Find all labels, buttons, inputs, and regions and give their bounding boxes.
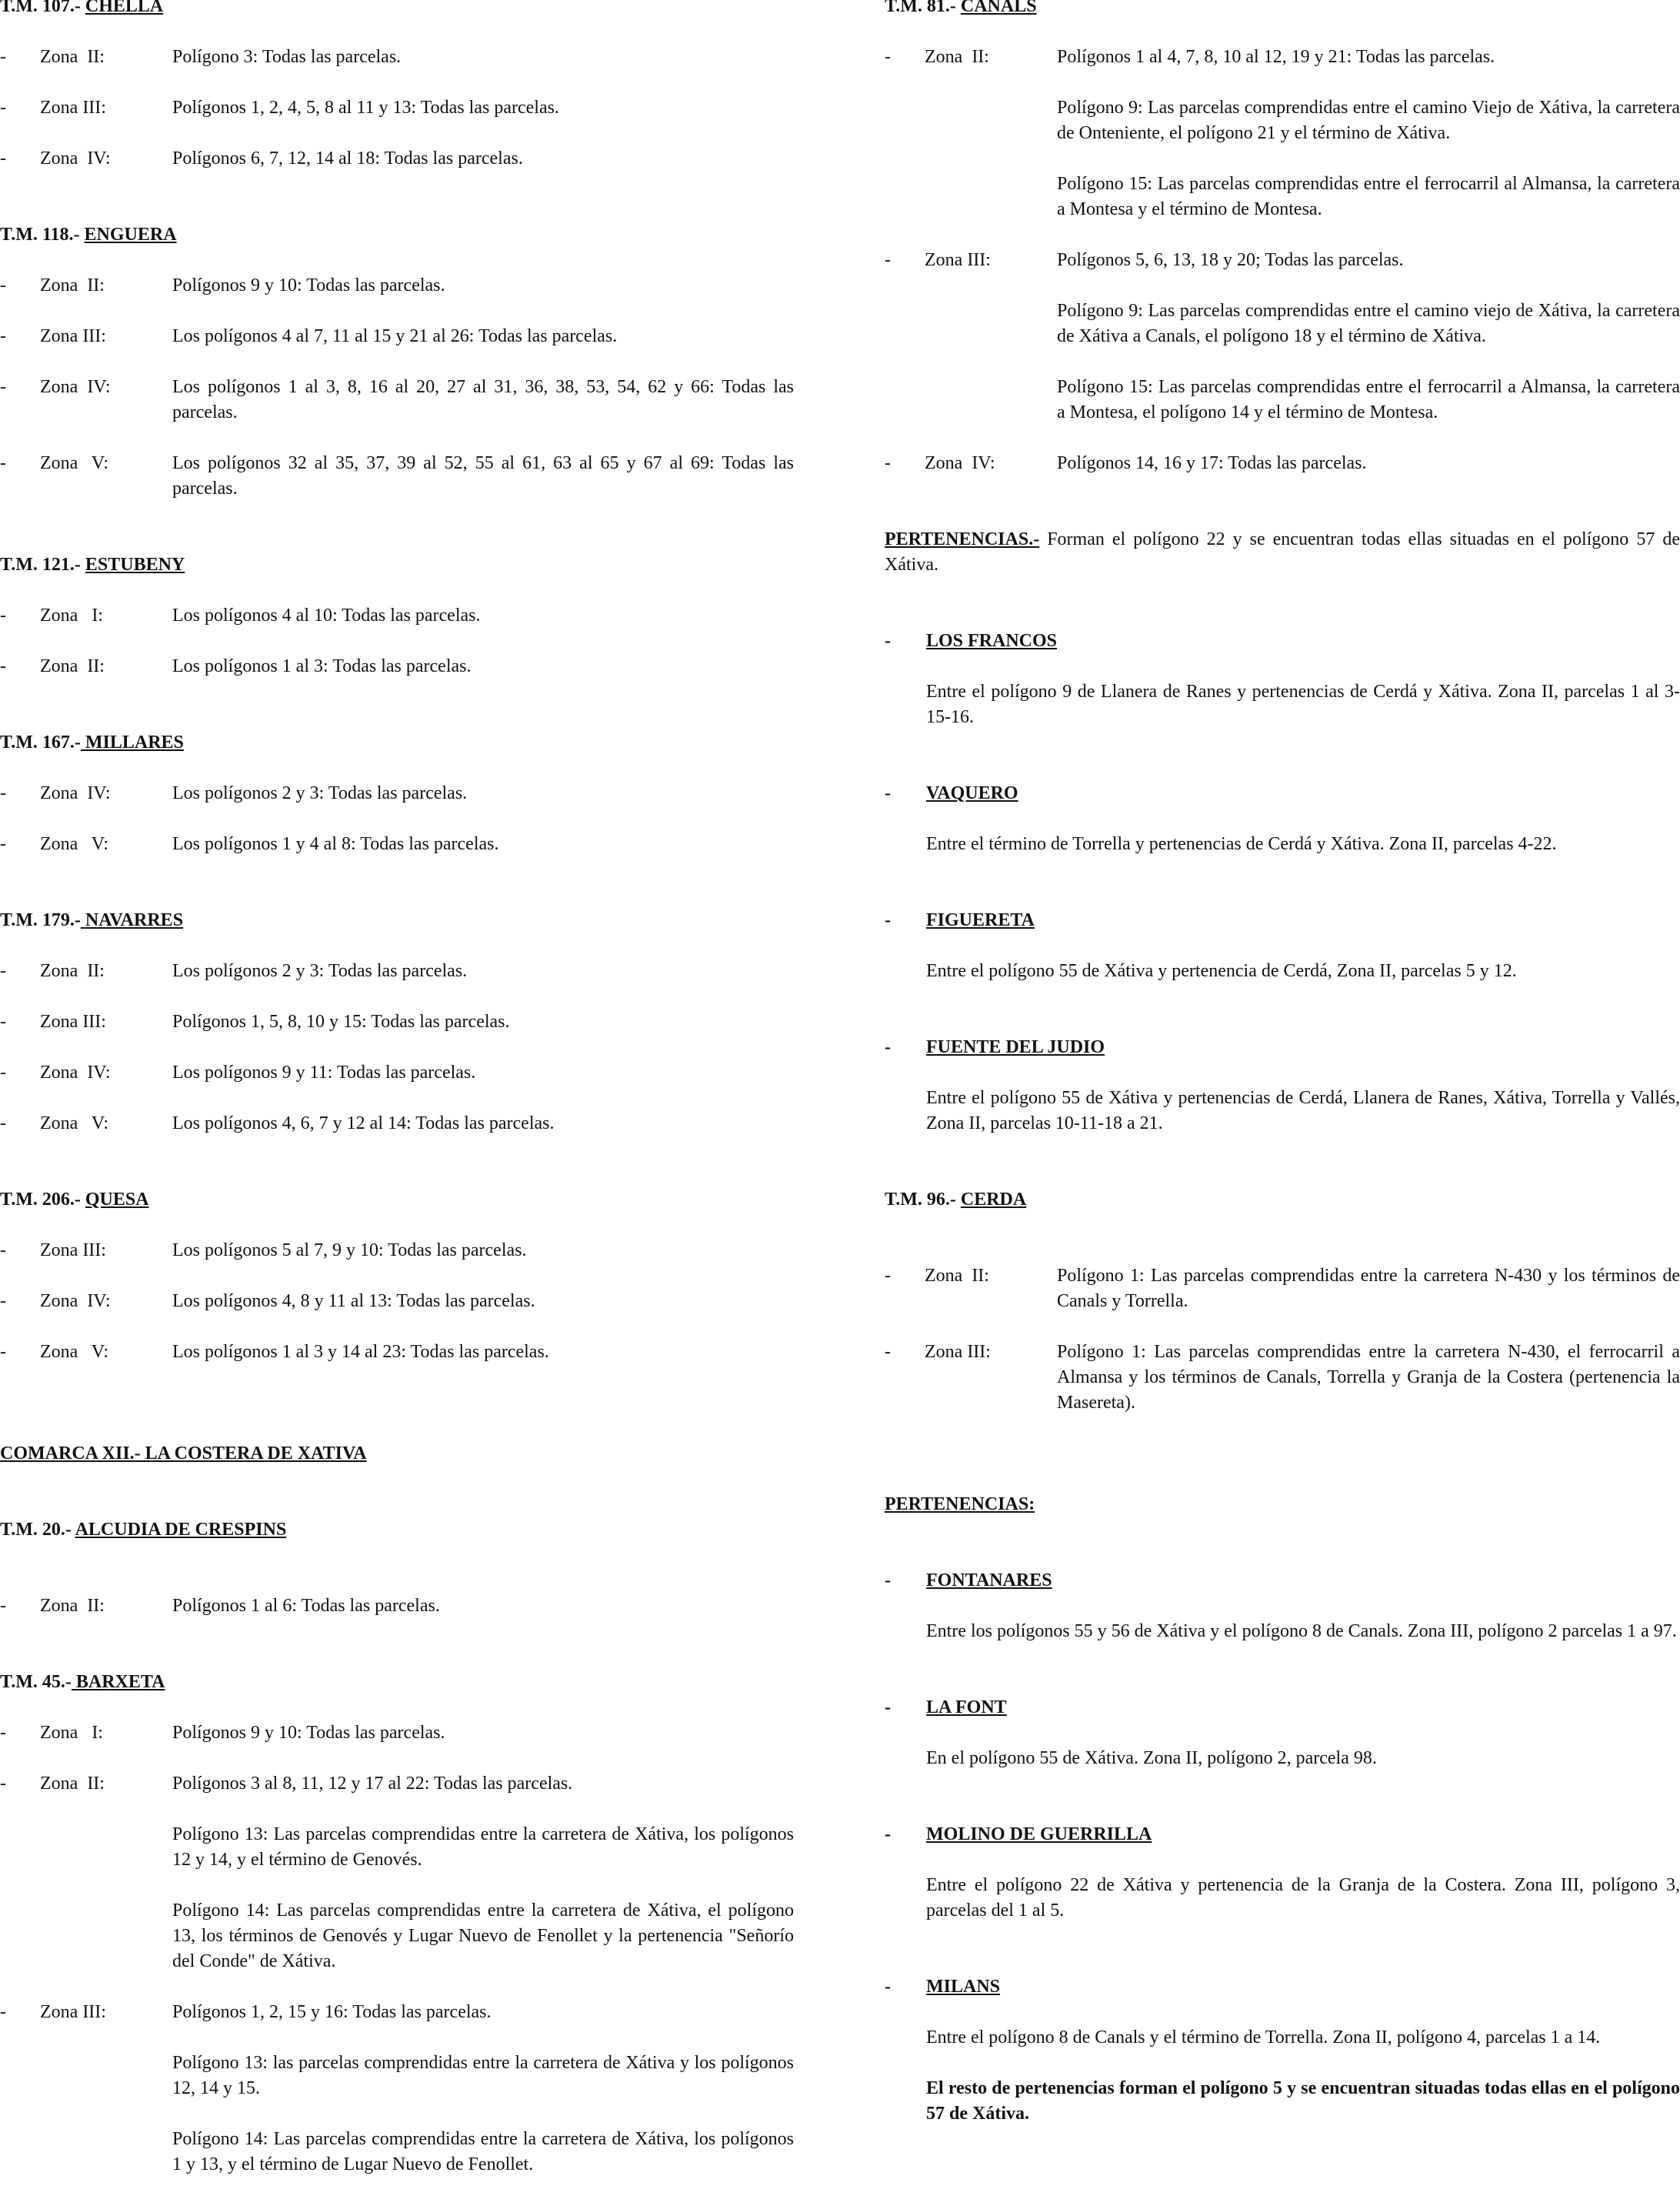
pertenencia-description: Entre los polígonos 55 y 56 de Xátiva y el polígono 8 de Canals. Zona III, polígono 2 parcelas 1 a 97. <box>926 1621 1677 1641</box>
cerda-zone: - Zona III: Polígono 1: Las parcelas comprendidas entre la carretera N-430, el ferrocarril a Almansa y los términos de Canals, Torrella y Granja de la Costera (pertenencia la Masereta). <box>885 1342 1680 1413</box>
canals-heading: T.M. 81.- CANALS <box>885 0 1037 16</box>
pertenencias-intro: PERTENENCIAS.- Forman el polígono 22 y se encuentran todas ellas situadas en el polígono 57 de Xátiva. <box>885 529 1680 575</box>
pertenencia-title: - FUENTE DEL JUDIO <box>885 1037 1105 1057</box>
alcudia-zone: - Zona II: Polígonos 1 al 6: Todas las parcelas. <box>0 1596 440 1616</box>
canals-zone: - Zona III: Polígonos 5, 6, 13, 18 y 20; Todas las parcelas. <box>885 250 1404 270</box>
canals-zone-ii-poligono-15: Polígono 15: Las parcelas comprendidas entre el ferrocarril al Almansa, la carretera a Montesa y el término de Montesa. <box>1057 174 1680 219</box>
left-column <box>0 0 794 2178</box>
pertenencia-description: Entre el término de Torrella y pertenencias de Cerdá y Xátiva. Zona II, parcelas 4-22. <box>926 834 1557 854</box>
pertenencias-heading: PERTENENCIAS: <box>885 1494 1035 1514</box>
chella-zone: - Zona II: Polígono 3: Todas las parcelas. <box>0 47 402 67</box>
closing-note: El resto de pertenencias forman el polígono 5 y se encuentran situadas todas ellas en el polígono 57 de Xátiva. <box>926 2078 1680 2124</box>
barxeta-zone-ii-poligono-13: Polígono 13: Las parcelas comprendidas entre la carretera de Xátiva, los polígonos 12 y 14, y el término de Genovés. <box>172 1824 794 1870</box>
quesa-zone: - Zona V: Los polígonos 1 al 3 y 14 al 23: Todas las parcelas. <box>0 1342 549 1362</box>
barxeta-zone-iii-poligono-14: Polígono 14: Las parcelas comprendidas entre la carretera de Xátiva, los polígonos 1 y 13, y el término de Lugar Nuevo de Fenollet. <box>172 2129 794 2174</box>
pertenencia-description: Entre el polígono 55 de Xátiva y pertenencia de Cerdá, Zona II, parcelas 5 y 12. <box>926 961 1517 981</box>
pertenencia-title: - FONTANARES <box>885 1570 1052 1590</box>
millares-heading: T.M. 167.- MILLARES <box>0 733 184 753</box>
pertenencia-description: Entre el polígono 8 de Canals y el término de Torrella. Zona II, polígono 4, parcelas 1 a 14. <box>926 2027 1601 2047</box>
canals-zone: - Zona II: Polígonos 1 al 4, 7, 8, 10 al 12, 19 y 21: Todas las parcelas. <box>885 47 1495 67</box>
chella-heading: T.M. 107.- CHELLA <box>0 0 164 16</box>
cerda-zone: - Zona II: Polígono 1: Las parcelas comprendidas entre la carretera N-430 y los términos de Canals y Torrella. <box>885 1266 1680 1311</box>
enguera-heading: T.M. 118.- ENGUERA <box>0 225 177 245</box>
barxeta-zone: - Zona I: Polígonos 9 y 10: Todas las parcelas. <box>0 1723 445 1743</box>
pertenencia-title: - LOS FRANCOS <box>885 631 1058 651</box>
quesa-zone: - Zona III: Los polígonos 5 al 7, 9 y 10: Todas las parcelas. <box>0 1240 527 1260</box>
quesa-zone: - Zona IV: Los polígonos 4, 8 y 11 al 13: Todas las parcelas. <box>0 1291 535 1311</box>
pertenencia-title: - VAQUERO <box>885 783 1018 803</box>
enguera-zone: - Zona V: Los polígonos 32 al 35, 37, 39 al 52, 55 al 61, 63 al 65 y 67 al 69: Todas las parcelas. <box>0 453 794 499</box>
barxeta-zone-ii-poligono-14: Polígono 14: Las parcelas comprendidas entre la carretera de Xátiva, el polígono 13, los términos de Genovés y Lugar Nuevo de Fenollet y la pertenencia "Señorío del Conde" de Xátiva. <box>172 1901 794 1971</box>
pertenencia-title: - MOLINO DE GUERRILLA <box>885 1824 1152 1844</box>
alcudia-heading: T.M. 20.- ALCUDIA DE CRESPINS <box>0 1520 287 1540</box>
enguera-zone: - Zona II: Polígonos 9 y 10: Todas las parcelas. <box>0 275 445 295</box>
navarres-heading: T.M. 179.- NAVARRES <box>0 910 184 930</box>
comarca-heading: COMARCA XII.- LA COSTERA DE XATIVA <box>0 1443 367 1463</box>
cerda-heading: T.M. 96.- CERDA <box>885 1190 1027 1210</box>
canals-zone-iii-poligono-9: Polígono 9: Las parcelas comprendidas entre el camino viejo de Xátiva, la carretera de Xátiva a Canals, el polígono 18 y el término de Xátiva. <box>1057 301 1680 346</box>
estubeny-heading: T.M. 121.- ESTUBENY <box>0 555 185 575</box>
canals-zone-ii-poligono-9: Polígono 9: Las parcelas comprendidas entre el camino Viejo de Xátiva, la carretera de Onteniente, el polígono 21 y el término de Xátiva. <box>1057 98 1680 143</box>
millares-zone: - Zona V: Los polígonos 1 y 4 al 8: Todas las parcelas. <box>0 834 499 854</box>
enguera-zone: - Zona III: Los polígonos 4 al 7, 11 al 15 y 21 al 26: Todas las parcelas. <box>0 326 618 346</box>
pertenencia-description: Entre el polígono 9 de Llanera de Ranes y pertenencias de Cerdá y Xátiva. Zona II, parcelas 1 al 3-15-16. <box>926 682 1680 727</box>
quesa-heading: T.M. 206.- QUESA <box>0 1190 149 1210</box>
right-column <box>885 0 1680 2127</box>
barxeta-zone-iii-poligono-13: Polígono 13: las parcelas comprendidas entre la carretera de Xátiva y los polígonos 12, 14 y 15. <box>172 2053 794 2098</box>
estubeny-zone: - Zona II: Los polígonos 1 al 3: Todas las parcelas. <box>0 656 472 676</box>
pertenencia-description: Entre el polígono 55 de Xátiva y pertenencias de Cerdá, Llanera de Ranes, Xátiva, Torrella y Vallés, Zona II, parcelas 10-11-18 a 21. <box>926 1088 1680 1133</box>
navarres-zone: - Zona IV: Los polígonos 9 y 11: Todas las parcelas. <box>0 1063 476 1083</box>
barxeta-zone: - Zona II: Polígonos 3 al 8, 11, 12 y 17 al 22: Todas las parcelas. <box>0 1774 573 1794</box>
enguera-zone: - Zona IV: Los polígonos 1 al 3, 8, 16 al 20, 27 al 31, 36, 38, 53, 54, 62 y 66: Todas las parcelas. <box>0 377 794 422</box>
pertenencia-description: En el polígono 55 de Xátiva. Zona II, polígono 2, parcela 98. <box>926 1748 1377 1768</box>
canals-zone-iii-poligono-15: Polígono 15: Las parcelas comprendidas entre el ferrocarril a Almansa, la carretera a Montesa, el polígono 14 y el término de Montesa. <box>1057 377 1680 422</box>
pertenencia-title: - MILANS <box>885 1977 1001 1997</box>
pertenencia-title: - FIGUERETA <box>885 910 1035 930</box>
chella-zone: - Zona IV: Polígonos 6, 7, 12, 14 al 18: Todas las parcelas. <box>0 149 523 169</box>
estubeny-zone: - Zona I: Los polígonos 4 al 10: Todas las parcelas. <box>0 606 481 626</box>
canals-zone: - Zona IV: Polígonos 14, 16 y 17: Todas las parcelas. <box>885 453 1367 473</box>
chella-zone: - Zona III: Polígonos 1, 2, 4, 5, 8 al 11 y 13: Todas las parcelas. <box>0 98 559 118</box>
barxeta-zone: - Zona III: Polígonos 1, 2, 15 y 16: Todas las parcelas. <box>0 2002 492 2022</box>
millares-zone: - Zona IV: Los polígonos 2 y 3: Todas las parcelas. <box>0 783 468 803</box>
navarres-zone: - Zona III: Polígonos 1, 5, 8, 10 y 15: Todas las parcelas. <box>0 1012 510 1032</box>
pertenencia-description: Entre el polígono 22 de Xátiva y pertenencia de la Granja de la Costera. Zona III, polígono 3, parcelas del 1 al 5. <box>926 1875 1680 1921</box>
barxeta-heading: T.M. 45.- BARXETA <box>0 1672 165 1692</box>
navarres-zone: - Zona II: Los polígonos 2 y 3: Todas las parcelas. <box>0 961 468 981</box>
navarres-zone: - Zona V: Los polígonos 4, 6, 7 y 12 al 14: Todas las parcelas. <box>0 1113 555 1133</box>
pertenencia-title: - LA FONT <box>885 1697 1007 1717</box>
